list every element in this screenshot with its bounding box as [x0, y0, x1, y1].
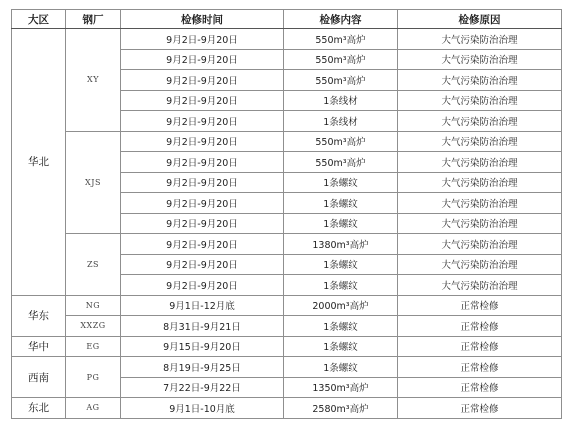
reason-cell: 大气污染防治治理	[398, 131, 562, 152]
content-cell: 1条螺纹	[284, 357, 398, 378]
period-cell: 7月22日-9月22日	[121, 377, 284, 398]
region-cell: 华中	[12, 336, 66, 357]
table-row	[12, 398, 562, 419]
reason-cell: 大气污染防治治理	[398, 90, 562, 111]
period-cell: 9月1日-12月底	[121, 295, 284, 316]
table-body	[12, 29, 562, 419]
reason-cell: 大气污染防治治理	[398, 275, 562, 296]
table-row	[12, 131, 562, 152]
content-cell: 1条螺纹	[284, 275, 398, 296]
reason-cell: 正常检修	[398, 398, 562, 419]
period-cell: 9月1日-10月底	[121, 398, 284, 419]
period-cell: 9月2日-9月20日	[121, 213, 284, 234]
content-cell: 550m³高炉	[284, 29, 398, 50]
header-region: 大区	[12, 10, 66, 29]
table-row	[12, 357, 562, 378]
period-cell: 9月2日-9月20日	[121, 275, 284, 296]
maintenance-table	[11, 9, 562, 419]
content-cell: 550m³高炉	[284, 49, 398, 70]
reason-cell: 大气污染防治治理	[398, 152, 562, 173]
content-cell: 550m³高炉	[284, 70, 398, 91]
header-reason: 检修原因	[398, 10, 562, 29]
period-cell: 9月2日-9月20日	[121, 172, 284, 193]
mill-cell: AG	[66, 398, 121, 419]
header-mill: 钢厂	[66, 10, 121, 29]
reason-cell: 大气污染防治治理	[398, 234, 562, 255]
period-cell: 9月2日-9月20日	[121, 111, 284, 132]
table-row	[12, 336, 562, 357]
content-cell: 1条螺纹	[284, 254, 398, 275]
period-cell: 9月2日-9月20日	[121, 29, 284, 50]
mill-cell: XJS	[66, 131, 121, 234]
mill-cell: NG	[66, 295, 121, 316]
reason-cell: 正常检修	[398, 377, 562, 398]
reason-cell: 大气污染防治治理	[398, 70, 562, 91]
mill-cell: XY	[66, 29, 121, 132]
reason-cell: 大气污染防治治理	[398, 193, 562, 214]
reason-cell: 大气污染防治治理	[398, 111, 562, 132]
reason-cell: 大气污染防治治理	[398, 29, 562, 50]
reason-cell: 正常检修	[398, 316, 562, 337]
table-header	[12, 10, 562, 29]
content-cell: 2580m³高炉	[284, 398, 398, 419]
table-row	[12, 316, 562, 337]
period-cell: 9月2日-9月20日	[121, 49, 284, 70]
region-cell: 西南	[12, 357, 66, 398]
content-cell: 1条螺纹	[284, 316, 398, 337]
mill-cell: EG	[66, 336, 121, 357]
content-cell: 1条螺纹	[284, 213, 398, 234]
period-cell: 8月31日-9月21日	[121, 316, 284, 337]
period-cell: 9月2日-9月20日	[121, 131, 284, 152]
content-cell: 1条线材	[284, 111, 398, 132]
period-cell: 9月2日-9月20日	[121, 234, 284, 255]
region-cell: 东北	[12, 398, 66, 419]
period-cell: 9月2日-9月20日	[121, 152, 284, 173]
reason-cell: 大气污染防治治理	[398, 49, 562, 70]
mill-cell: ZS	[66, 234, 121, 296]
mill-cell: PG	[66, 357, 121, 398]
region-cell: 华北	[12, 29, 66, 296]
period-cell: 9月15日-9月20日	[121, 336, 284, 357]
content-cell: 550m³高炉	[284, 131, 398, 152]
table-row	[12, 295, 562, 316]
reason-cell: 正常检修	[398, 336, 562, 357]
content-cell: 1380m³高炉	[284, 234, 398, 255]
table-row	[12, 29, 562, 50]
table-row	[12, 234, 562, 255]
content-cell: 1350m³高炉	[284, 377, 398, 398]
period-cell: 8月19日-9月25日	[121, 357, 284, 378]
content-cell: 1条线材	[284, 90, 398, 111]
reason-cell: 大气污染防治治理	[398, 172, 562, 193]
content-cell: 550m³高炉	[284, 152, 398, 173]
reason-cell: 正常检修	[398, 357, 562, 378]
period-cell: 9月2日-9月20日	[121, 90, 284, 111]
period-cell: 9月2日-9月20日	[121, 254, 284, 275]
content-cell: 1条螺纹	[284, 336, 398, 357]
header-row	[12, 10, 562, 29]
period-cell: 9月2日-9月20日	[121, 70, 284, 91]
content-cell: 1条螺纹	[284, 193, 398, 214]
reason-cell: 大气污染防治治理	[398, 213, 562, 234]
content-cell: 2000m³高炉	[284, 295, 398, 316]
region-cell: 华东	[12, 295, 66, 336]
header-period: 检修时间	[121, 10, 284, 29]
period-cell: 9月2日-9月20日	[121, 193, 284, 214]
mill-cell: XXZG	[66, 316, 121, 337]
header-content: 检修内容	[284, 10, 398, 29]
content-cell: 1条螺纹	[284, 172, 398, 193]
reason-cell: 大气污染防治治理	[398, 254, 562, 275]
reason-cell: 正常检修	[398, 295, 562, 316]
